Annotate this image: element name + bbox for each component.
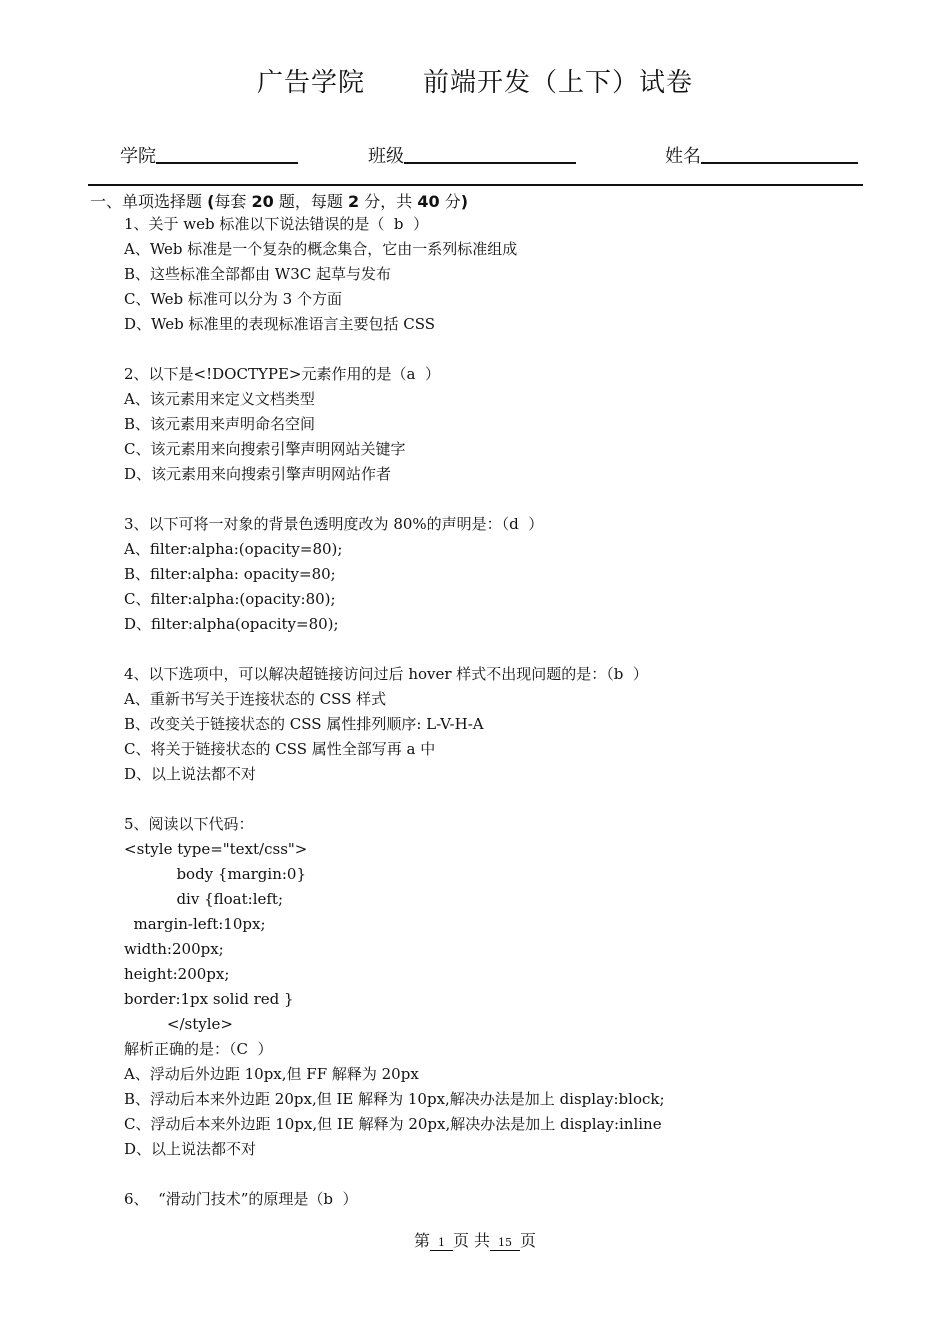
exam-title <box>0 62 950 99</box>
text-line: B、改变关于链接状态的 CSS 属性排列顺序: L-V-H-A <box>124 715 484 733</box>
text-line: B、这些标准全部都由 W3C 起草与发布 <box>124 265 391 283</box>
text-line: D、该元素用来向搜索引擎声明网站作者 <box>124 465 392 483</box>
text-line: B、浮动后本来外边距 20px,但 IE 解释为 10px,解决办法是加上 display:block; <box>124 1090 665 1108</box>
class-label: 班级 <box>368 146 404 167</box>
text-line: 1、关于 web 标准以下说法错误的是（ b ） <box>124 215 429 233</box>
text-line: height:200px; <box>124 965 230 983</box>
blank-line <box>124 337 665 362</box>
text-line: 3、以下可将一对象的背景色透明度改为 80%的声明是：（d ） <box>124 515 544 533</box>
blank-line <box>124 487 665 512</box>
text-line: D、filter:alpha(opacity=80); <box>124 615 339 633</box>
blank-line <box>124 787 665 812</box>
blank-line <box>124 1162 665 1187</box>
page-total: 15 <box>490 1236 520 1251</box>
text-line: D、Web 标准里的表现标准语言主要包括 CSS <box>124 315 436 333</box>
text-line: A、Web 标准是一个复杂的概念集合，它由一系列标准组成 <box>124 240 518 258</box>
name-blank[interactable] <box>701 142 858 164</box>
text-line: 5、阅读以下代码： <box>124 815 254 833</box>
college-label: 学院 <box>120 146 156 167</box>
college-field <box>120 142 298 168</box>
class-blank[interactable] <box>404 142 576 164</box>
question-list <box>124 212 665 1212</box>
text-line: C、将关于链接状态的 CSS 属性全部写再 a 中 <box>124 740 436 758</box>
text-line: width:200px; <box>124 940 224 958</box>
exam-name: 前端开发（上下）试卷 <box>423 68 694 98</box>
page-footer: 第 1 页 共 15 页 <box>413 1231 537 1250</box>
text-line: </style> <box>124 1015 233 1033</box>
text-line: body {margin:0} <box>124 865 307 883</box>
text-line: margin-left:10px; <box>124 915 266 933</box>
text-line: A、该元素用来定义文档类型 <box>124 390 315 408</box>
text-line: A、浮动后外边距 10px,但 FF 解释为 20px <box>124 1065 419 1083</box>
text-line: A、重新书写关于连接状态的 CSS 样式 <box>124 690 387 708</box>
college-blank[interactable] <box>156 142 298 164</box>
text-line: A、filter:alpha:(opacity=80); <box>124 540 343 558</box>
text-line: C、Web 标准可以分为 3 个方面 <box>124 290 342 308</box>
class-field <box>368 142 576 168</box>
text-line: B、该元素用来声明命名空间 <box>124 415 316 433</box>
name-field <box>665 142 858 168</box>
text-line: div {float:left; <box>124 890 284 908</box>
text-line: <style type="text/css"> <box>124 840 308 858</box>
text-line: D、以上说法都不对 <box>124 765 257 783</box>
text-line: border:1px solid red } <box>124 990 294 1008</box>
school-name: 广告学院 <box>256 68 365 98</box>
text-line: C、filter:alpha:(opacity:80); <box>124 590 336 608</box>
header-divider <box>88 184 863 186</box>
page-current: 1 <box>430 1236 453 1251</box>
text-line: C、该元素用来向搜索引擎声明网站关键字 <box>124 440 406 458</box>
text-line: 解析正确的是：（C ） <box>124 1040 273 1058</box>
text-line: B、filter:alpha: opacity=80; <box>124 565 336 583</box>
name-label: 姓名 <box>665 146 701 167</box>
blank-line <box>124 637 665 662</box>
text-line: C、浮动后本来外边距 10px,但 IE 解释为 20px,解决办法是加上 display:inline <box>124 1115 662 1133</box>
text-line: D、以上说法都不对 <box>124 1140 257 1158</box>
text-line: 4、以下选项中，可以解决超链接访问过后 hover 样式不出现问题的是：（b ） <box>124 665 648 683</box>
text-line: 6、 “滑动门技术”的原理是（b ） <box>124 1190 358 1208</box>
section-heading: 一、单项选择题 (每套 20 题，每题 2 分，共 40 分) <box>90 192 469 211</box>
text-line: 2、以下是<!DOCTYPE>元素作用的是（a ） <box>124 365 440 383</box>
